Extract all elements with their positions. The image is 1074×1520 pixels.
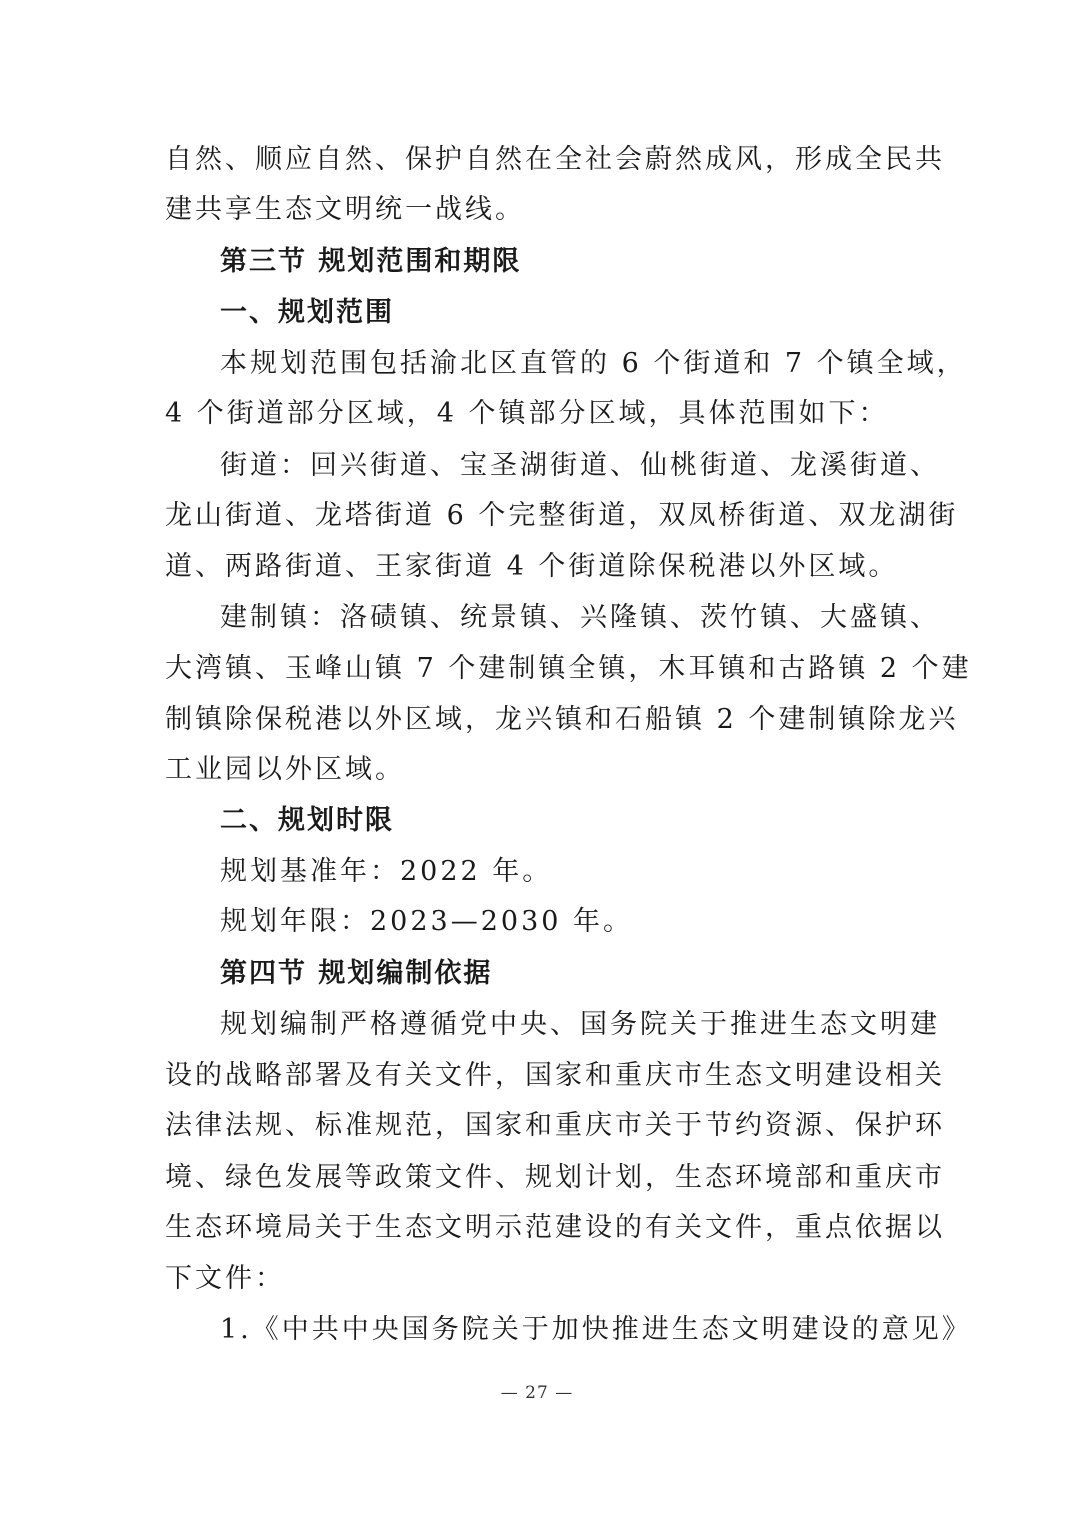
body-text-line: 制镇除保税港以外区域，龙兴镇和石船镇 2 个建制镇除龙兴 (165, 704, 959, 735)
body-text-line: 建共享生态文明统一战线。 (165, 194, 525, 225)
subsection-heading: 二、规划时限 (220, 805, 394, 836)
body-text-line: 设的战略部署及有关文件，国家和重庆市生态文明建设相关 (165, 1060, 945, 1091)
body-text-line: 规划年限：2023—2030 年。 (220, 906, 634, 937)
subsection-heading: 一、规划范围 (220, 297, 394, 328)
body-text-line: 街道：回兴街道、宝圣湖街道、仙桃街道、龙溪街道、 (220, 450, 940, 481)
body-text-line: 龙山街道、龙塔街道 6 个完整街道，双凤桥街道、双龙湖街 (165, 500, 959, 531)
body-text-line: 建制镇：洛碛镇、统景镇、兴隆镇、茨竹镇、大盛镇、 (220, 602, 940, 633)
page-number: — 27 — (500, 1383, 574, 1403)
body-text-line: 1.《中共中央国务院关于加快推进生态文明建设的意见》 (220, 1314, 972, 1345)
section-heading: 第四节 规划编制依据 (220, 958, 493, 989)
body-text-line: 法律法规、标准规范，国家和重庆市关于节约资源、保护环 (165, 1110, 945, 1141)
body-text-line: 工业园以外区域。 (165, 754, 405, 785)
body-text-line: 4 个街道部分区域，4 个镇部分区域，具体范围如下： (165, 398, 889, 429)
body-text-line: 下文件： (165, 1263, 285, 1294)
body-text-line: 自然、顺应自然、保护自然在全社会蔚然成风，形成全民共 (165, 144, 945, 175)
body-text-line: 本规划范围包括渝北区直管的 6 个街道和 7 个镇全域， (220, 348, 967, 379)
body-text-line: 道、两路街道、王家街道 4 个街道除保税港以外区域。 (165, 551, 899, 582)
body-text-line: 境、绿色发展等政策文件、规划计划，生态环境部和重庆市 (165, 1162, 945, 1193)
body-text-line: 大湾镇、玉峰山镇 7 个建制镇全镇，木耳镇和古路镇 2 个建 (165, 653, 972, 684)
body-text-line: 生态环境局关于生态文明示范建设的有关文件，重点依据以 (165, 1212, 945, 1243)
section-heading: 第三节 规划范围和期限 (220, 246, 522, 277)
body-text-line: 规划编制严格遵循党中央、国务院关于推进生态文明建 (220, 1009, 940, 1040)
body-text-line: 规划基准年：2022 年。 (220, 856, 553, 887)
